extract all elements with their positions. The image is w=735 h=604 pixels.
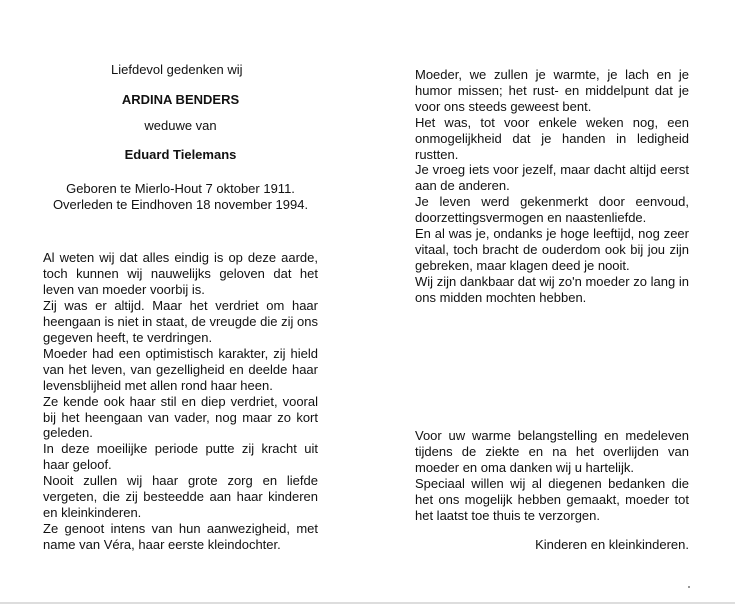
husband-name: Eduard Tielemans (124, 146, 237, 162)
right-paragraph: Wij zijn dankbaar dat wij zo'n moeder zo lang in ons midden mochten hebben. (415, 273, 689, 305)
right-paragraph: En al was je, ondanks je hoge leeftijd, nog zeer vitaal, toch bracht de ouderdom ook bij jou zijn gebreken, maar klagen deed je nooit. (415, 226, 689, 273)
signoff: Kinderen en kleinkinderen. (535, 537, 689, 553)
deceased-name: ARDINA BENDERS (121, 91, 240, 107)
thanks-paragraph: Voor uw warme belangstelling en medeleven tijdens de ziekte en na het overlijden van moeder en oma danken wij u hartelijk. (415, 428, 689, 475)
right-paragraph: Het was, tot voor enkele weken nog, een onmogelijkheid dat je handen in ledigheid rustten. (415, 114, 689, 162)
left-paragraph: Ze genoot intens van hun aanwezigheid, met name van Véra, haar eerste kleindochter. (43, 520, 318, 552)
birth-line: Geboren te Mierlo-Hout 7 oktober 1911. (66, 180, 295, 196)
left-paragraph: Moeder had een optimistisch karakter, zij hield van het leven, van gezelligheid en deelde haar levensblijheid met allen rond haar heen. (43, 345, 318, 393)
left-paragraph: Zij was er altijd. Maar het verdriet om haar heengaan is niet in staat, de vreugde die zij ons gegeven heeft, te verdringen. (43, 298, 318, 345)
thanks-block (415, 428, 689, 553)
widow-of-line: weduwe van (144, 117, 217, 133)
death-line: Overleden te Eindhoven 18 november 1994. (52, 196, 309, 212)
right-panel (415, 67, 689, 306)
dates-block (43, 181, 318, 213)
left-paragraph: Ze kende ook haar stil en diep verdriet, vooral bij het heengaan van vader, nog maar zo kort geleden. (43, 393, 318, 441)
right-paragraph: Je vroeg iets voor jezelf, maar dacht altijd eerst aan de anderen. (415, 162, 689, 194)
left-paragraph: Nooit zullen wij haar grote zorg en liefde vergeten, die zij besteedde aan haar kinderen en kleinkinderen. (43, 473, 318, 520)
left-paragraph: Al weten wij dat alles eindig is op deze aarde, toch kunnen wij nauwelijks geloven dat het leven van moeder voorbij is. (43, 250, 318, 298)
right-paragraph: Moeder, we zullen je warmte, je lach en je humor missen; het rust- en middelpunt dat je voor ons steeds geweest bent. (415, 67, 689, 114)
intro-line: Liefdevol gedenken wij (111, 62, 243, 77)
right-paragraph: Je leven werd gekenmerkt door eenvoud, doorzettingsvermogen en naastenliefde. (415, 194, 689, 226)
left-paragraph: In deze moeilijke periode putte zij kracht uit haar geloof. (43, 441, 318, 473)
left-panel (43, 62, 318, 553)
thanks-paragraph: Speciaal willen wij al diegenen bedanken die het ons mogelijk hebben gemaakt, moeder tot het laatst toe thuis te verzorgen. (415, 475, 689, 523)
print-speck (688, 586, 690, 588)
